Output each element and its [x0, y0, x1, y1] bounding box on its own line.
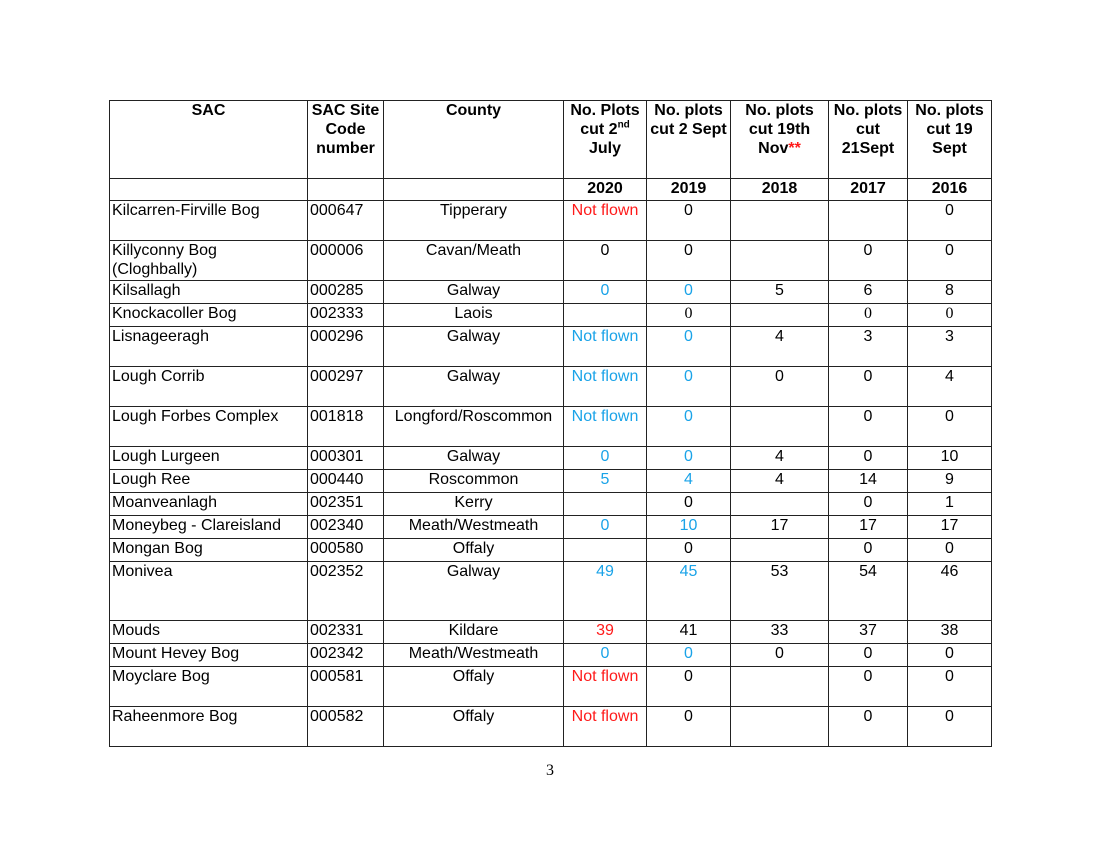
plots-cell: 8 [908, 281, 992, 304]
sac-name-cell: Kilsallagh [110, 281, 308, 304]
plots-cell: 0 [908, 539, 992, 562]
county-cell: Meath/Westmeath [384, 516, 564, 539]
table-row [110, 327, 992, 367]
plots-cell [564, 493, 647, 516]
county-cell: Galway [384, 327, 564, 367]
plots-cell: 3 [908, 327, 992, 367]
plots-cell: 17 [908, 516, 992, 539]
sac-plots-table [109, 100, 992, 747]
county-cell: Laois [384, 304, 564, 327]
plots-cell: 0 [647, 407, 731, 447]
plots-cell [829, 201, 908, 241]
header-2017: No. plots cut 21Sept [829, 101, 908, 179]
year-2017: 2017 [829, 179, 908, 201]
plots-cell: 0 [731, 644, 829, 667]
header-2018: No. plots cut 19th Nov** [731, 101, 829, 179]
plots-cell: 0 [647, 539, 731, 562]
sac-name-cell: Killyconny Bog (Cloghbally) [110, 241, 308, 281]
year-2018: 2018 [731, 179, 829, 201]
plots-cell: Not flown [564, 667, 647, 707]
table-row [110, 516, 992, 539]
table-row [110, 470, 992, 493]
table-row [110, 407, 992, 447]
plots-cell: 33 [731, 621, 829, 644]
plots-cell: 0 [564, 516, 647, 539]
site-code-cell: 001818 [308, 407, 384, 447]
sac-name-cell: Lough Ree [110, 470, 308, 493]
plots-cell: Not flown [564, 327, 647, 367]
table-row [110, 493, 992, 516]
plots-cell [731, 539, 829, 562]
sac-name-cell: Monivea [110, 562, 308, 621]
site-code-cell: 002333 [308, 304, 384, 327]
page-number: 3 [546, 762, 554, 779]
site-code-cell: 000647 [308, 201, 384, 241]
table-row [110, 304, 992, 327]
plots-cell: 0 [829, 644, 908, 667]
plots-cell: 10 [908, 447, 992, 470]
plots-cell: 0 [908, 644, 992, 667]
county-cell: Offaly [384, 707, 564, 747]
plots-cell: 0 [908, 667, 992, 707]
plots-cell: 0 [647, 447, 731, 470]
plots-cell: 0 [829, 539, 908, 562]
site-code-cell: 000440 [308, 470, 384, 493]
plots-cell: 17 [731, 516, 829, 539]
year-2020: 2020 [564, 179, 647, 201]
plots-cell [564, 304, 647, 327]
plots-cell: 38 [908, 621, 992, 644]
site-code-cell: 002342 [308, 644, 384, 667]
site-code-cell: 000581 [308, 667, 384, 707]
plots-cell: 37 [829, 621, 908, 644]
table-row [110, 562, 992, 621]
plots-cell: 0 [647, 304, 731, 327]
table-row [110, 707, 992, 747]
sac-name-cell: Moanveanlagh [110, 493, 308, 516]
plots-cell: 0 [829, 367, 908, 407]
plots-cell: 4 [908, 367, 992, 407]
county-cell: Roscommon [384, 470, 564, 493]
county-cell: Galway [384, 367, 564, 407]
plots-cell [731, 241, 829, 281]
table-row [110, 201, 992, 241]
plots-cell: 0 [908, 304, 992, 327]
header-2019: No. plots cut 2 Sept [647, 101, 731, 179]
plots-cell [731, 667, 829, 707]
site-code-cell: 000296 [308, 327, 384, 367]
plots-cell [731, 493, 829, 516]
table-row [110, 447, 992, 470]
plots-cell: 0 [564, 241, 647, 281]
sac-name-cell: Kilcarren-Firville Bog [110, 201, 308, 241]
sac-name-cell: Mount Hevey Bog [110, 644, 308, 667]
plots-cell: 53 [731, 562, 829, 621]
plots-cell: 0 [829, 667, 908, 707]
plots-cell: 0 [647, 241, 731, 281]
site-code-cell: 002351 [308, 493, 384, 516]
plots-cell: 0 [647, 644, 731, 667]
table-row [110, 539, 992, 562]
year-row [110, 179, 992, 201]
plots-cell: 6 [829, 281, 908, 304]
site-code-cell: 000285 [308, 281, 384, 304]
plots-cell: 4 [731, 327, 829, 367]
sac-name-cell: Mongan Bog [110, 539, 308, 562]
plots-cell: 0 [647, 201, 731, 241]
plots-cell: 4 [731, 447, 829, 470]
plots-cell: 54 [829, 562, 908, 621]
county-cell: Kildare [384, 621, 564, 644]
header-code: SAC Site Code number [308, 101, 384, 179]
plots-cell: 4 [647, 470, 731, 493]
header-county: County [384, 101, 564, 179]
sac-name-cell: Knockacoller Bog [110, 304, 308, 327]
header-row [110, 101, 992, 179]
county-cell: Galway [384, 281, 564, 304]
plots-cell: 3 [829, 327, 908, 367]
plots-cell: 0 [647, 327, 731, 367]
table-row [110, 644, 992, 667]
county-cell: Kerry [384, 493, 564, 516]
plots-cell: 0 [908, 707, 992, 747]
plots-cell [731, 304, 829, 327]
plots-cell: 0 [647, 493, 731, 516]
plots-cell: 0 [829, 304, 908, 327]
plots-cell [731, 707, 829, 747]
plots-cell: 10 [647, 516, 731, 539]
plots-cell [731, 407, 829, 447]
site-code-cell: 000297 [308, 367, 384, 407]
plots-cell: 39 [564, 621, 647, 644]
plots-cell: 4 [731, 470, 829, 493]
header-sac: SAC [110, 101, 308, 179]
sac-name-cell: Mouds [110, 621, 308, 644]
county-cell: Galway [384, 562, 564, 621]
plots-cell: 0 [564, 644, 647, 667]
plots-cell: 46 [908, 562, 992, 621]
plots-cell: 1 [908, 493, 992, 516]
plots-cell: Not flown [564, 407, 647, 447]
plots-cell: 0 [829, 241, 908, 281]
asterisk-mark: ** [788, 140, 801, 157]
plots-cell: 9 [908, 470, 992, 493]
plots-cell: 49 [564, 562, 647, 621]
plots-cell: 5 [564, 470, 647, 493]
site-code-cell: 002340 [308, 516, 384, 539]
plots-cell: 0 [908, 407, 992, 447]
county-cell: Galway [384, 447, 564, 470]
county-cell: Tipperary [384, 201, 564, 241]
plots-cell: 0 [829, 493, 908, 516]
table-row [110, 667, 992, 707]
plots-cell: 0 [908, 241, 992, 281]
plots-cell: 45 [647, 562, 731, 621]
sac-name-cell: Moyclare Bog [110, 667, 308, 707]
plots-cell [731, 201, 829, 241]
year-2019: 2019 [647, 179, 731, 201]
plots-cell: 14 [829, 470, 908, 493]
plots-cell: 0 [829, 447, 908, 470]
plots-cell: 0 [647, 281, 731, 304]
site-code-cell: 002331 [308, 621, 384, 644]
plots-cell [564, 539, 647, 562]
sac-name-cell: Lisnageeragh [110, 327, 308, 367]
county-cell: Longford/Roscommon [384, 407, 564, 447]
plots-cell: 0 [647, 367, 731, 407]
sac-name-cell: Lough Corrib [110, 367, 308, 407]
county-cell: Meath/Westmeath [384, 644, 564, 667]
county-cell: Offaly [384, 539, 564, 562]
header-2020: No. Plots cut 2nd July [564, 101, 647, 179]
plots-cell: 0 [564, 447, 647, 470]
table-row [110, 621, 992, 644]
table-row [110, 281, 992, 304]
plots-cell: 0 [647, 707, 731, 747]
plots-cell: 0 [731, 367, 829, 407]
site-code-cell: 002352 [308, 562, 384, 621]
plots-cell: 0 [908, 201, 992, 241]
plots-cell: 0 [829, 707, 908, 747]
table-row [110, 241, 992, 281]
plots-cell: Not flown [564, 201, 647, 241]
site-code-cell: 000582 [308, 707, 384, 747]
header-2016: No. plots cut 19 Sept [908, 101, 992, 179]
sac-name-cell: Lough Lurgeen [110, 447, 308, 470]
county-cell: Cavan/Meath [384, 241, 564, 281]
plots-cell: 41 [647, 621, 731, 644]
site-code-cell: 000006 [308, 241, 384, 281]
plots-cell: Not flown [564, 367, 647, 407]
site-code-cell: 000301 [308, 447, 384, 470]
plots-cell: 17 [829, 516, 908, 539]
year-2016: 2016 [908, 179, 992, 201]
site-code-cell: 000580 [308, 539, 384, 562]
plots-cell: 0 [647, 667, 731, 707]
table-row [110, 367, 992, 407]
sac-name-cell: Moneybeg - Clareisland [110, 516, 308, 539]
sac-name-cell: Lough Forbes Complex [110, 407, 308, 447]
plots-cell: Not flown [564, 707, 647, 747]
county-cell: Offaly [384, 667, 564, 707]
plots-cell: 5 [731, 281, 829, 304]
plots-cell: 0 [564, 281, 647, 304]
sac-name-cell: Raheenmore Bog [110, 707, 308, 747]
plots-cell: 0 [829, 407, 908, 447]
